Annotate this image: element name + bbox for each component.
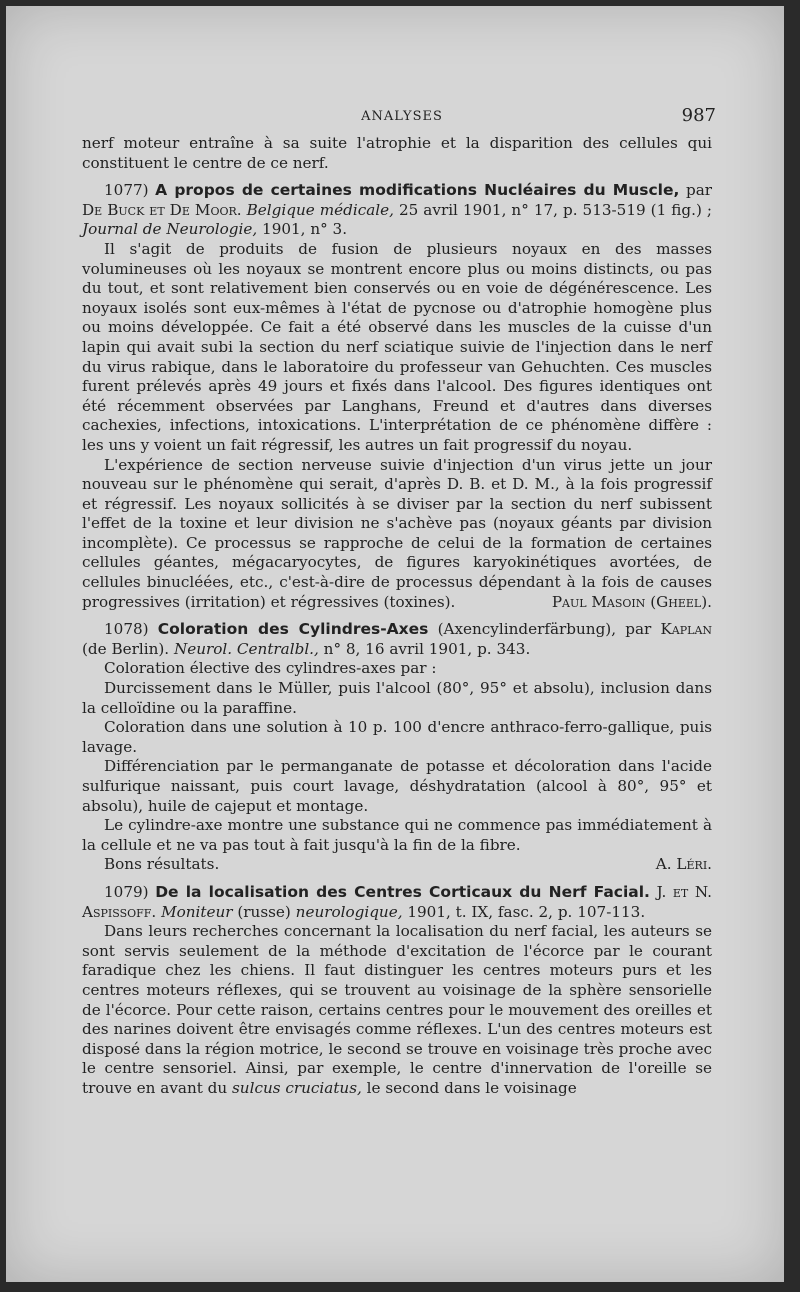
entry-authors: Kaplan: [660, 620, 713, 639]
entry-number: 1077): [104, 181, 149, 200]
entry-line: Le cylindre-axe montre une substance qui ne commence pas immédiatement à la cellule et ne va pas tout à fait jusqu'à la fin de la fibre.: [82, 816, 712, 854]
entry-paragraph: [82, 456, 712, 613]
entry-subtitle: (Axencylinderfärbung), par: [437, 620, 652, 639]
entry-journal-2: neurologique,: [295, 902, 403, 921]
entry-journal: Belgique médicale,: [246, 200, 394, 219]
entry-signature: A. Léri.: [655, 855, 712, 874]
entry-journal: Moniteur: [161, 902, 233, 921]
entry-reference: n° 8, 16 avril 1901, p. 343.: [323, 639, 531, 658]
entry-place: (de Berlin).: [82, 639, 170, 658]
entry-paragraph: [82, 922, 712, 1098]
entry-title: De la localisation des Centres Corticaux du Nerf Facial.: [155, 882, 650, 901]
book-page: [6, 6, 784, 1282]
entry-1078: [82, 620, 712, 875]
entry-number: 1078): [104, 620, 149, 639]
running-header: [88, 105, 716, 129]
entry-paragraph: Il s'agit de produits de fusion de plusieurs noyaux en des masses volumineuses où les noyaux se montrent encore plus ou moins distincts, ou pas du tout, et sont relativement bien conservés ou en voie de dégénérescence. Les noyaux isolés sont eux-mêmes à l'état de pycnose ou d'atrophie homogène plus ou moins développée. Ce fait a été observé dans les muscles de la cuisse d'un lapin qui avait subi la section du nerf sciatique suivie de l'injection dans le nerf du virus rabique, dans le laboratoire du professeur van Gehuchten. Ces muscles furent prélevés après 49 jours et fixés dans l'alcool. Des figures identiques ont été récemment observées par Langhans, Freund et d'autres dans diverses cachexies, infections, intoxications. L'interprétation de ce phénomène diffère : les uns y voient un fait régressif, les autres un fait progressif du noyau.: [82, 239, 712, 454]
entry-authors: J. et N. Aspissoff.: [82, 882, 713, 921]
entry-reference: 25 avril 1901, n° 17, p. 513-519 (1 fig.) ;: [398, 200, 713, 219]
entry-paragraph-text: L'expérience de section nerveuse suivie d'injection d'un virus jette un jour nouveau sur le phénomène qui serait, d'après D. B. et D. M., à la fois progressif et régressif. Les noyaux sollicités à se diviser par la section du nerf subissent l'effet de la toxine et leur division ne s'achève pas (noyaux géants par division incomplète). Ce processus se rapproche de celui de la formation de certaines cellules géantes, mégacaryocytes, de figures karyokinétiques avortées, de cellules binucléées, etc., c'est-à-dire de processus dépendant à la fois de causes progressives (irritation) et régressives (toxines).: [82, 455, 712, 611]
entry-paragraph-text: Dans leurs recherches concernant la localisation du nerf facial, les auteurs se sont servis seulement de la méthode d'excitation de l'écorce par le courant faradique chez les chiens. Il faut distinguer les centres moteurs purs et les centres moteurs réflexes, qui se trouvent au voisinage de la sphère sensorielle de l'écorce. Pour cette raison, certains centres pour le mouvement des oreilles et des narines doivent être envisagés comme réflexes. L'un des centres moteurs est disposé dans la région motrice, le second se trouve en voisinage très proche avec le centre sensoriel. Ainsi, par exemple, le centre d'innervation de l'oreille se trouve en avant du: [82, 922, 712, 1097]
entry-line-text: Bons résultats.: [104, 855, 220, 874]
page-body: [82, 134, 712, 1099]
entry-line: Coloration dans une solution à 10 p. 100 d'encre anthraco-ferro-gallique, puis lavage.: [82, 718, 712, 756]
entry-1079: [82, 883, 712, 1099]
entry-journal-2: Journal de Neurologie,: [82, 220, 258, 239]
entry-title: Coloration des Cylindres-Axes: [157, 620, 429, 639]
entry-reference: 1901, t. IX, fasc. 2, p. 107-113.: [407, 902, 646, 921]
entry-journal-mid: (russe): [237, 902, 291, 921]
entry-reference-2: 1901, n° 3.: [262, 220, 348, 239]
entry-number: 1079): [104, 882, 149, 901]
entry-journal: Neurol. Centralbl.,: [173, 639, 319, 658]
entry-line: [82, 855, 712, 875]
entry-heading: [82, 883, 712, 922]
entry-paragraph-italic: sulcus cruciatus,: [232, 1078, 362, 1097]
entry-line: Coloration élective des cylindres-axes par :: [104, 659, 437, 678]
section-title: ANALYSES: [361, 109, 443, 124]
entry-line: Différenciation par le permanganate de potasse et décoloration dans l'acide sulfurique naissant, puis court lavage, déshydratation (alcool à 80°, 95° et absolu), huile de cajeput et montage.: [82, 757, 712, 815]
entry-authors: De Buck et De Moor.: [82, 200, 242, 219]
entry-paragraph-end: le second dans le voisinage: [366, 1078, 577, 1097]
entry-by: par: [685, 181, 713, 200]
intro-paragraph: nerf moteur entraîne à sa suite l'atrophie et la disparition des cellules qui constituent le centre de ce nerf.: [82, 134, 712, 172]
entry-signature: Paul Masoin (Gheel).: [551, 592, 712, 611]
page-number: 987: [681, 105, 716, 126]
entry-heading: [82, 620, 712, 659]
entry-1077: [82, 181, 712, 612]
entry-heading: [82, 181, 712, 240]
entry-title: A propos de certaines modifications Nucléaires du Muscle,: [155, 181, 680, 200]
entry-line: Durcissement dans le Müller, puis l'alcool (80°, 95° et absolu), inclusion dans la celloïdine ou la paraffine.: [82, 679, 712, 717]
